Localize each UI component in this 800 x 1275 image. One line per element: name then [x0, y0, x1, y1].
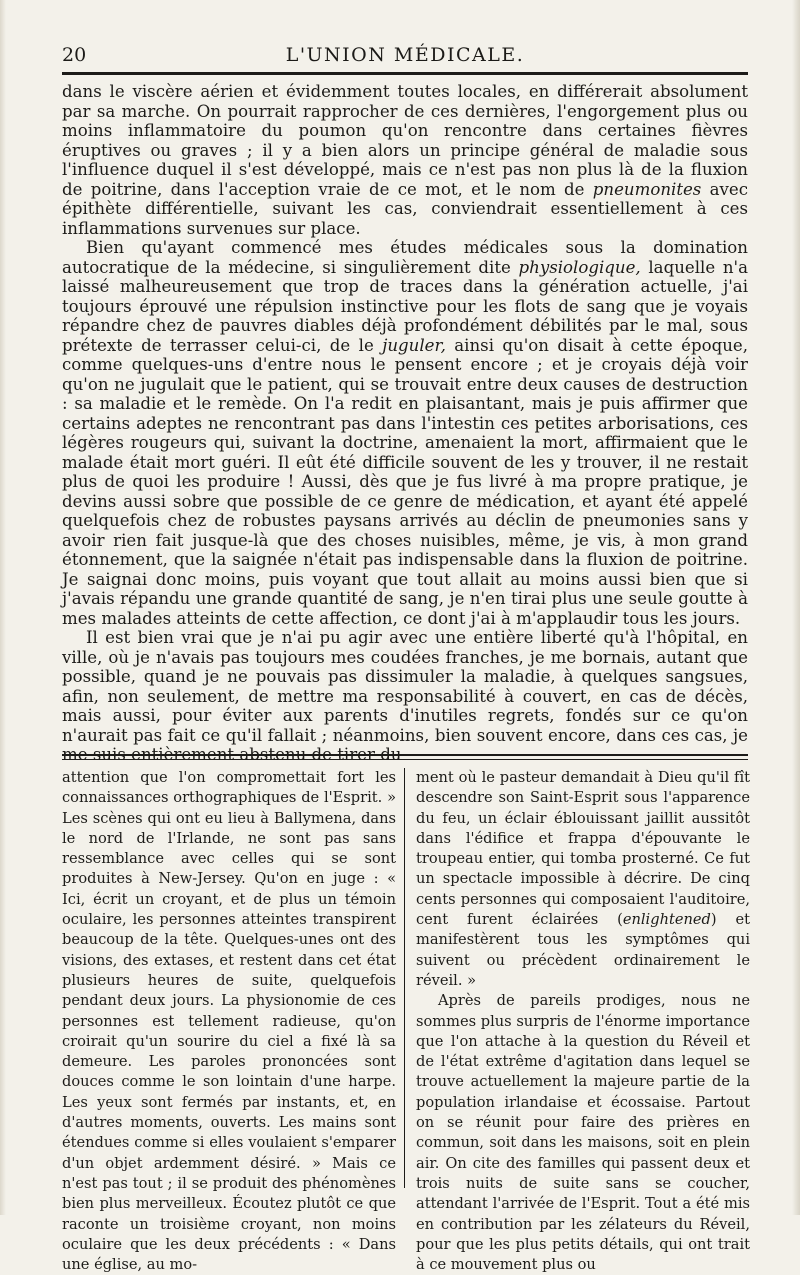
feuilleton-right-paragraph-2: Après de pareils prodiges, nous ne sommes plus surpris de l'énorme importance que l'on attache à la question du Réveil et de l'état extrême d'agitation dans lequel se trouve actuellement la majeure partie de la population irlandaise et écossaise. Partout on se réunit pour faire des prières en commun, soit dans les maisons, soit en plein air. On cite des familles qui passent deux et trois nuits de suite sans se coucher, attendant l'arrivée de l'Esprit. Tout a été mis en contribution par les zélateurs du Réveil, pour que les plus petits détails, qui ont trait à ce mouvement plus ou	[416, 992, 750, 1274]
paragraph-1-italic-term: pneumonites	[592, 179, 702, 199]
paragraph-1-text-b: avec épithète différentielle, suivant les cas, conviendrait essentiellement à ces inflammations survenues sur place.	[62, 179, 749, 238]
main-article	[62, 82, 748, 765]
scan-shadow-left	[0, 0, 6, 1215]
paragraph-2	[62, 238, 748, 628]
paragraph-3: Il est bien vrai que je n'ai pu agir avec une entière liberté qu'à l'hôpital, en ville, où je n'avais pas toujours mes coudées franches, je me bornais, autant que possible, quand je ne pouvais pas dissimuler la maladie, à quelques sangsues, afin, non seulement, de mettre ma responsabilité à couvert, en cas de décès, mais aussi, pour éviter aux parents d'inutiles regrets, fondés sur ce qu'on n'aurait pas fait ce qu'il fallait ; néanmoins, bien souvent encore, dans ces cas, je me suis entièrement abstenu de tirer du	[62, 628, 748, 764]
paragraph-2-italic-juguler: juguler,	[382, 335, 446, 355]
feuilleton-right-text-a: ment où le pasteur demandait à Dieu qu'il fît descendre son Saint-Esprit sous l'apparence du feu, un éclair éblouissant jaillit aussitôt dans l'édifice et frappa d'épouvante le troupeau entier, qui tomba prosterné. Ce fut un spectacle impossible à décrire. De cinq cents personnes qui composaient l'auditoire, cent furent éclairées (	[416, 769, 750, 929]
feuilleton-right-column	[416, 768, 750, 1275]
page-number: 20	[62, 44, 87, 66]
feuilleton-left-column	[62, 768, 396, 1275]
paragraph-2-text-c: ainsi qu'on disait à cette époque, comme quelques-uns d'entre nous le pensent encore ; et je croyais déjà voir qu'on ne jugulait que le patient, qui se trouvait entre deux causes de destruction : sa maladie et le remède. On l'a redit en plaisantant, mais je puis affirmer que certains adeptes ne rencontrant pas dans l'intestin ces petites arborisations, ces légères rougeurs qui, suivant la doctrine, amenaient la mort, affirmaient que le malade était mort guéri. Il eût été difficile souvent de les y trouver, il ne restait plus de quoi les produire ! Aussi, dès que je fus livré à ma propre pratique, je devins aussi sobre que possible de ce genre de médication, et ayant été appelé quelquefois chez de robustes paysans arrivés au déclin de pneumonies sans y avoir rien fait jusque-là que des choses nuisibles, même, je vis, à mon grand étonnement, que la saignée n'était pas indispensable dans la fluxion de poitrine. Je saignai donc moins, puis voyant que tout allait au moins aussi bien que si j'avais répandu une grande quantité de sang, je n'en tirai plus une seule goutte à mes malades atteints de cette affection, ce dont j'ai à m'applaudir tous les jours.	[62, 335, 748, 628]
feuilleton-left-paragraph: attention que l'on compromettait fort les connaissances orthographiques de l'Esprit. » Les scènes qui ont eu lieu à Ballymena, dans le nord de l'Irlande, ne sont pas sans ressemblance avec celles qui se sont produites à New-Jersey. Qu'on en juge : « Ici, écrit un croyant, et de plus un témoin oculaire, les personnes atteintes transpirent beaucoup de la tête. Quelques-unes ont des visions, des extases, et restent dans cet état plusieurs heures de suite, quelquefois pendant deux jours. La physionomie de ces personnes est tellement radieuse, qu'on croirait qu'un sourire du ciel a fixé là sa demeure. Les paroles prononcées sont douces comme le son lointain d'une harpe. Les yeux sont fermés par instants, et, en d'autres moments, ouverts. Les mains sont étendues comme si elles voulaient s'emparer d'un objet ardemment désiré. » Mais ce n'est pas tout ; il se produit des phénomènes bien plus merveilleux. Écoutez plutôt ce que raconte un troisième croyant, non moins oculaire que les deux précédents : « Dans une église, au mo-	[62, 769, 396, 1274]
paragraph-2-text-b: laquelle n'a laissé malheureusement que trop de traces dans la génération actuelle, j'ai toujours éprouvé une répulsion instinctive pour les flots de sang que je voyais répandre chez de pauvres diables déjà profondément débilités par le mal, sous prétexte de terrasser celui-ci, de le	[62, 257, 748, 355]
scan-shadow-right	[792, 0, 800, 1215]
paragraph-2-italic-physiologique: physiologique,	[518, 257, 641, 277]
feuilleton-right-italic-enlightened: enlightened	[622, 911, 711, 929]
feuilleton-right-text-b: ) et manifestèrent tous les symptômes qui suivent ou précèdent ordinairement le réveil. »	[416, 911, 750, 989]
feuilleton-separator-rule	[62, 754, 748, 760]
column-divider	[404, 768, 405, 1188]
feuilleton-right-paragraph-1	[416, 768, 750, 991]
paragraph-2-text-a: Bien qu'ayant commencé mes études médicales sous la domination autocratique de la médecine, si singulièrement dite	[62, 238, 748, 277]
header-rule	[62, 72, 748, 75]
paragraph-1-text-a: dans le viscère aérien et évidemment toutes locales, en différerait absolument par sa marche. On pourrait rapprocher de ces dernières, l'engorgement plus ou moins inflammatoire du poumon qu'on rencontre dans certaines fièvres éruptives ou graves ; il y a bien alors un principe général de maladie sous l'influence duquel il s'est développé, mais ce n'est pas non plus là de la fluxion de poitrine, dans l'acception vraie de ce mot, et le nom de	[62, 82, 748, 199]
paragraph-1	[62, 82, 748, 238]
page-header	[62, 42, 748, 72]
running-title: L'UNION MÉDICALE.	[285, 44, 525, 66]
